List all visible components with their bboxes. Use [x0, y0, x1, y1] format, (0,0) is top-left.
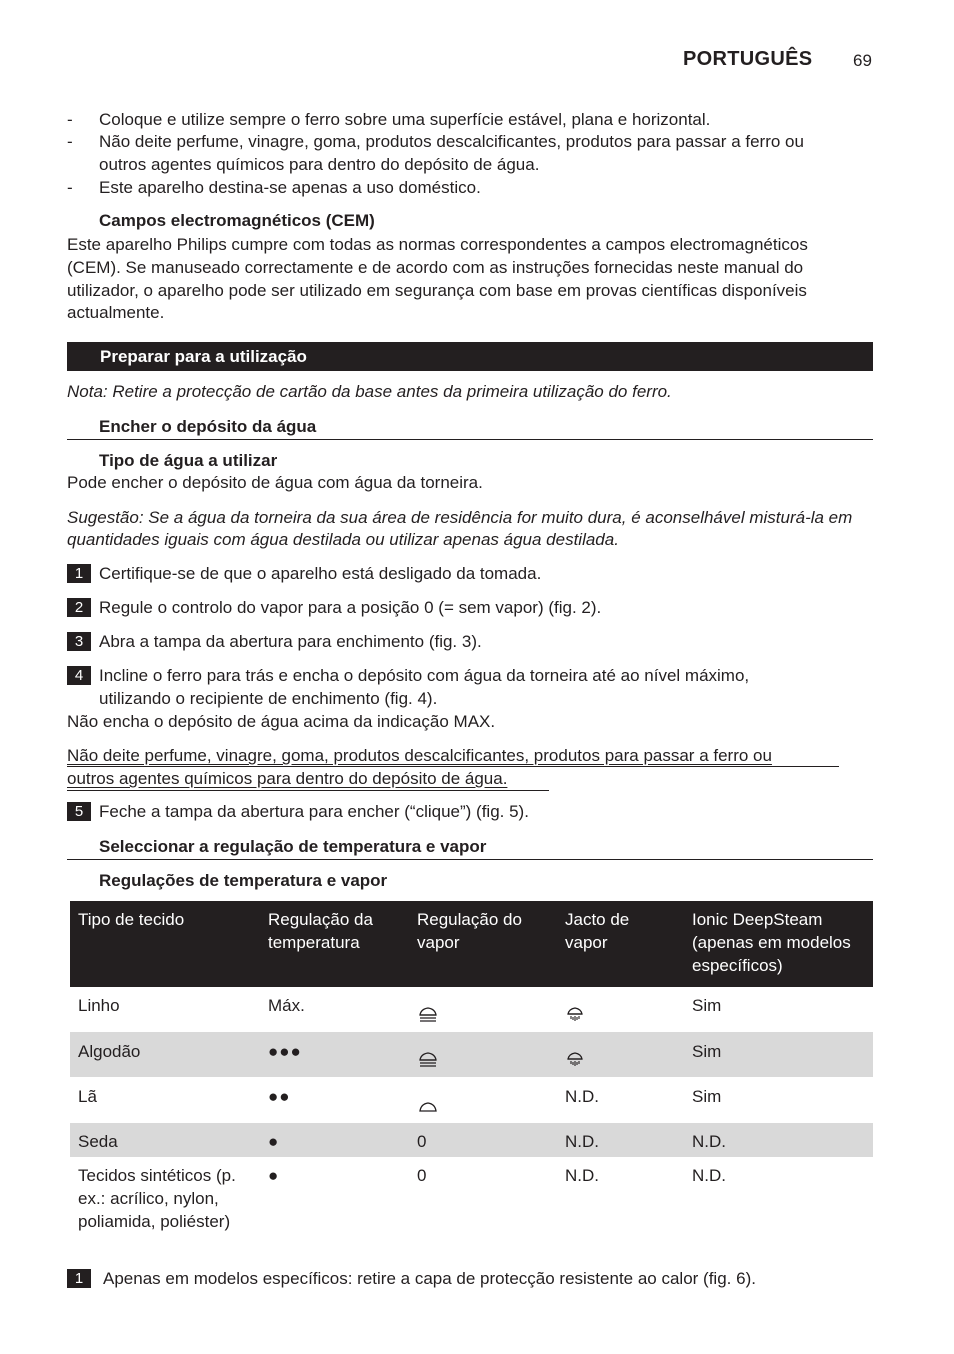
table-cell-ionic: Sim: [692, 996, 722, 1015]
table-cell-steam-shot: N.D.: [565, 1132, 599, 1151]
column-header: Regulação da: [268, 910, 373, 929]
water-type-text: Pode encher o depósito de água com água da torneira.: [67, 473, 483, 492]
step-text: utilizando o recipiente de enchimento (fig. 4).: [99, 689, 438, 708]
steam-max-icon: [418, 1051, 438, 1068]
table-cell-steam: 0: [417, 1132, 427, 1151]
table-cell-fabric: ex.: acrílico, nylon,: [78, 1189, 219, 1208]
table-cell-fabric: Linho: [78, 996, 120, 1015]
step-number: 1: [67, 564, 91, 583]
column-header: (apenas em modelos: [692, 933, 851, 952]
heading-rule: [67, 859, 873, 860]
column-header: Regulação do: [417, 910, 522, 929]
table-cell-fabric: Tecidos sintéticos (p.: [78, 1166, 236, 1185]
warning-line: outros agentes químicos para dentro do depósito de água.: [67, 769, 508, 788]
column-header: vapor: [565, 933, 608, 952]
table-cell-ionic: N.D.: [692, 1132, 726, 1151]
bullet-dash: -: [67, 178, 73, 197]
table-cell-steam-shot: N.D.: [565, 1166, 599, 1185]
step-number: 3: [67, 632, 91, 651]
page-number: 69: [853, 51, 872, 70]
table-cell-temperature: ●●●: [268, 1042, 302, 1061]
steam-shot-icon: [566, 1006, 584, 1024]
table-cell-fabric: Lã: [78, 1087, 97, 1106]
cem-paragraph-line: actualmente.: [67, 303, 165, 322]
step-text: Apenas em modelos específicos: retire a capa de protecção resistente ao calor (fig. 6).: [103, 1269, 756, 1288]
bullet-text: outros agentes químicos para dentro do depósito de água.: [99, 155, 540, 174]
page-language: PORTUGUÊS: [683, 48, 813, 70]
steam-max-icon: [418, 1006, 438, 1023]
tip-line: quantidades iguais com água destilada ou utilizar apenas água destilada.: [67, 530, 619, 549]
bullet-text: Não deite perfume, vinagre, goma, produtos descalcificantes, produtos para passar a ferro ou: [99, 132, 804, 151]
table-cell-ionic: Sim: [692, 1042, 722, 1061]
table-cell-temperature: Máx.: [268, 996, 305, 1015]
section-bar-prepare: [67, 342, 873, 371]
table-cell-fabric: poliamida, poliéster): [78, 1212, 231, 1231]
step-text: Feche a tampa da abertura para encher (“clique”) (fig. 5).: [99, 802, 529, 821]
table-cell-ionic: Sim: [692, 1087, 722, 1106]
bullet-dash: -: [67, 132, 73, 151]
table-cell-temperature: ●●: [268, 1087, 291, 1106]
table-cell-ionic: N.D.: [692, 1166, 726, 1185]
bullet-text: Este aparelho destina-se apenas a uso doméstico.: [99, 178, 481, 197]
column-header: Tipo de tecido: [78, 910, 185, 929]
warning-line: Não deite perfume, vinagre, goma, produtos descalcificantes, produtos para passar a ferro ou: [67, 746, 772, 765]
column-header: Ionic DeepSteam: [692, 910, 823, 929]
step-text: Incline o ferro para trás e encha o depósito com água da torneira até ao nível máximo,: [99, 666, 750, 685]
tip-line: Sugestão: Se a água da torneira da sua área de residência for muito dura, é aconselhável misturá-la em: [67, 508, 853, 527]
fill-heading: Encher o depósito da água: [99, 417, 317, 436]
table-cell-fabric: Algodão: [78, 1042, 141, 1061]
settings-heading: Seleccionar a regulação de temperatura e vapor: [99, 837, 487, 856]
cem-paragraph-line: (CEM). Se manuseado correctamente e de acordo com as instruções fornecidas neste manual do: [67, 258, 804, 277]
cem-paragraph-line: utilizador, o aparelho pode ser utilizado em segurança com base em provas científicas disponíveis: [67, 281, 807, 300]
warning-underline: [67, 790, 549, 791]
cem-heading: Campos electromagnéticos (CEM): [99, 211, 375, 230]
cem-paragraph-line: Este aparelho Philips cumpre com todas as normas correspondentes a campos electromagnéticos: [67, 235, 808, 254]
table-cell-temperature: ●: [268, 1166, 279, 1185]
step-text: Abra a tampa da abertura para enchimento (fig. 3).: [99, 632, 482, 651]
steam-shot-icon: [566, 1051, 584, 1069]
table-cell-fabric: Seda: [78, 1132, 118, 1151]
step-text: Regule o controlo do vapor para a posição 0 (= sem vapor) (fig. 2).: [99, 598, 602, 617]
heading-rule: [67, 439, 873, 440]
step-number: 5: [67, 802, 91, 821]
bullet-dash: -: [67, 110, 73, 129]
step-number: 1: [67, 1269, 91, 1288]
column-header: temperatura: [268, 933, 360, 952]
column-header: específicos): [692, 956, 783, 975]
water-type-subheading: Tipo de água a utilizar: [99, 451, 278, 470]
step-note: Não encha o depósito de água acima da indicação MAX.: [67, 712, 496, 731]
table-cell-steam: 0: [417, 1166, 427, 1185]
note-text: Nota: Retire a protecção de cartão da base antes da primeira utilização do ferro.: [67, 382, 672, 401]
section-title: Preparar para a utilização: [100, 347, 307, 366]
column-header: vapor: [417, 933, 460, 952]
column-header: Jacto de: [565, 910, 630, 929]
table-cell-steam-shot: N.D.: [565, 1087, 599, 1106]
table-cell-temperature: ●: [268, 1132, 279, 1151]
table-row-shading: [70, 1032, 873, 1077]
step-text: Certifique-se de que o aparelho está desligado da tomada.: [99, 564, 542, 583]
table-row-shading: [70, 1123, 873, 1157]
bullet-text: Coloque e utilize sempre o ferro sobre uma superfície estável, plana e horizontal.: [99, 110, 711, 129]
settings-subheading: Regulações de temperatura e vapor: [99, 871, 388, 890]
step-number: 2: [67, 598, 91, 617]
steam-min-icon: [418, 1101, 438, 1114]
step-number: 4: [67, 666, 91, 685]
